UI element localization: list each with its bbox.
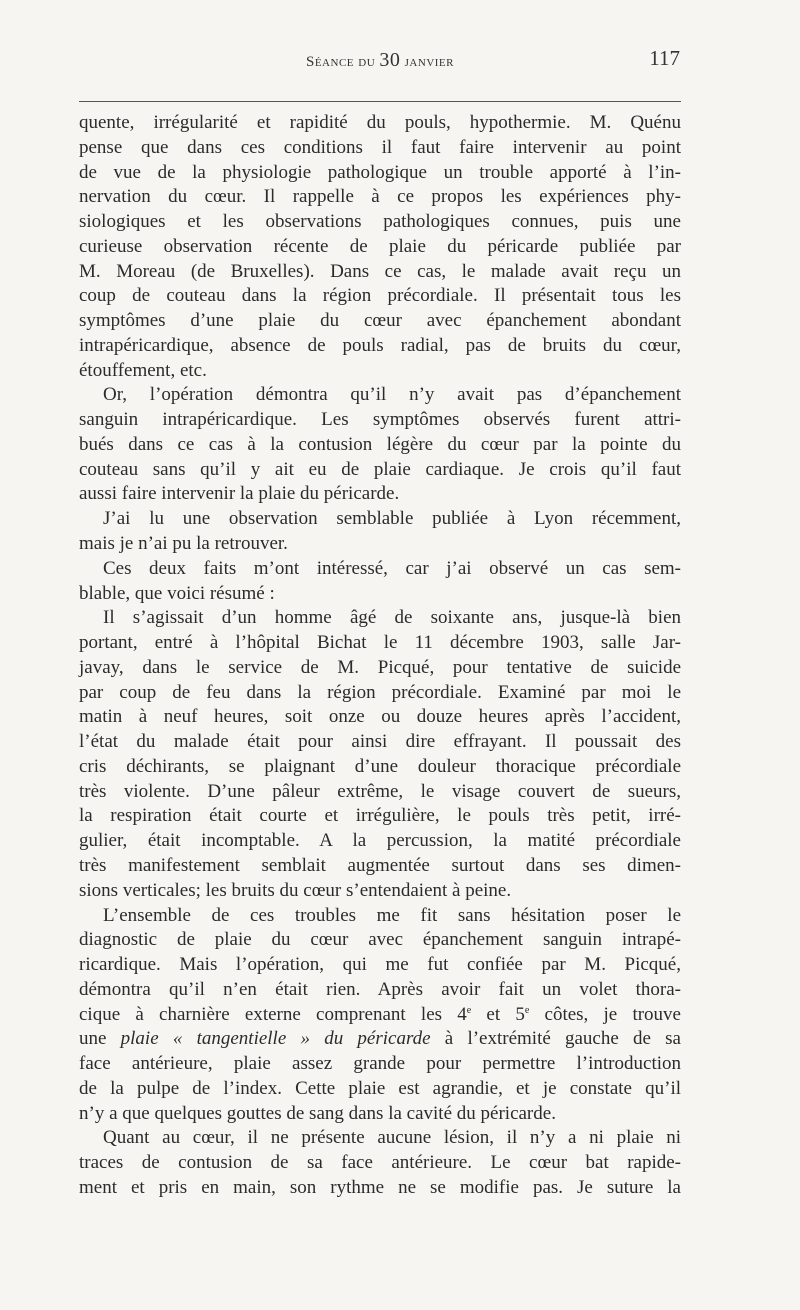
- text-segment: diagnostic de plaie du cœur avec épanchement sanguin intrapé-: [79, 929, 681, 951]
- text-segment: Or, l’opération démontra qu’il n’y avait pas d’épanchement: [103, 384, 681, 406]
- header-title-prefix: Séance du: [306, 54, 380, 70]
- text-line: [79, 705, 681, 730]
- text-segment: cique à charnière externe comprenant les 4: [79, 1003, 467, 1025]
- text-line: [79, 582, 681, 607]
- text-line: [79, 928, 681, 953]
- text-line: [79, 482, 681, 507]
- text-segment: blable, que voici résumé :: [79, 582, 275, 604]
- text-line: [79, 136, 681, 161]
- text-segment: L’ensemble de ces troubles me fit sans hésitation poser le: [103, 904, 681, 926]
- text-line: [79, 681, 681, 706]
- body-text: [79, 111, 681, 1201]
- text-segment: bués dans ce cas à la contusion légère du cœur par la pointe du: [79, 433, 681, 455]
- text-segment: quente, irrégularité et rapidité du pouls, hypothermie. M. Quénu: [79, 112, 681, 133]
- text-segment: démontra qu’il n’en était rien. Après avoir fait un volet thora-: [79, 978, 681, 1000]
- text-segment: Ces deux faits m’ont intéressé, car j’ai observé un cas sem-: [103, 557, 681, 579]
- text-line: [79, 1027, 681, 1052]
- text-segment: par coup de feu dans la région précordiale. Examiné par moi le: [79, 681, 681, 703]
- text-segment: nervation du cœur. Il rappelle à ce propos les expériences phy-: [79, 186, 681, 208]
- text-line: [79, 879, 681, 904]
- text-line: [79, 904, 681, 929]
- text-segment: sanguin intrapéricardique. Les symptômes observés furent attri-: [79, 409, 681, 431]
- text-line: [79, 210, 681, 235]
- text-segment: face antérieure, plaie assez grande pour permettre l’introduction: [79, 1053, 681, 1075]
- text-line: [79, 1003, 681, 1028]
- text-segment: intrapéricardique, absence de pouls radial, pas de bruits du cœur,: [79, 334, 681, 356]
- text-line: [79, 408, 681, 433]
- text-line: [79, 1077, 681, 1102]
- text-segment: côtes, je trouve: [529, 1003, 681, 1025]
- header-title-number: 30: [379, 49, 401, 71]
- text-segment: cris déchirants, se plaignant d’une douleur thoracique précordiale: [79, 755, 681, 777]
- text-segment: de vue de la physiologie pathologique un trouble apporté à l’in-: [79, 161, 681, 183]
- text-segment: coup de couteau dans la région précordiale. Il présentait tous les: [79, 285, 681, 307]
- text-line: [79, 161, 681, 186]
- text-segment: très manifestement semblait augmentée surtout dans ses dimen-: [79, 854, 681, 876]
- text-segment: Quant au cœur, il ne présente aucune lésion, il n’y a ni plaie ni: [103, 1127, 681, 1149]
- text-line: [79, 656, 681, 681]
- text-line: [79, 854, 681, 879]
- text-segment: mais je n’ai pu la retrouver.: [79, 533, 288, 555]
- text-segment: une: [79, 1028, 121, 1050]
- header-rule: [79, 101, 681, 102]
- text-line: [79, 631, 681, 656]
- text-line: [79, 780, 681, 805]
- text-segment: couteau sans qu’il y ait eu de plaie cardiaque. Je crois qu’il faut: [79, 458, 681, 480]
- text-line: [79, 730, 681, 755]
- superscript: e: [466, 1004, 472, 1016]
- text-segment: symptômes d’une plaie du cœur avec épanchement abondant: [79, 310, 681, 332]
- text-segment: n’y a que quelques gouttes de sang dans la cavité du péricarde.: [79, 1102, 556, 1124]
- text-line: [79, 978, 681, 1003]
- text-segment: l’état du malade était pour ainsi dire effrayant. Il poussait des: [79, 731, 681, 753]
- text-segment: sions verticales; les bruits du cœur s’entendaient à peine.: [79, 879, 512, 901]
- text-line: [79, 829, 681, 854]
- text-segment: M. Moreau (de Bruxelles). Dans ce cas, le malade avait reçu un: [79, 260, 681, 282]
- superscript: e: [524, 1004, 530, 1016]
- text-segment: pense que dans ces conditions il faut faire intervenir au point: [79, 136, 681, 158]
- text-segment: à l’extrémité gauche de sa: [430, 1028, 681, 1050]
- text-segment: gulier, était incomptable. A la percussion, la matité précordiale: [79, 830, 681, 852]
- text-line: [79, 755, 681, 780]
- text-segment: très violente. D’une pâleur extrême, le visage couvert de sueurs,: [79, 780, 681, 802]
- text-line: [79, 804, 681, 829]
- text-segment: de la pulpe de l’index. Cette plaie est agrandie, et je constate qu’il: [79, 1077, 681, 1099]
- text-line: [79, 359, 681, 384]
- text-segment: étouffement, etc.: [79, 359, 207, 381]
- text-line: [79, 458, 681, 483]
- text-segment: Il s’agissait d’un homme âgé de soixante ans, jusque-là bien: [103, 607, 681, 629]
- text-line: [79, 334, 681, 359]
- text-line: [79, 111, 681, 136]
- text-segment: et 5: [471, 1003, 525, 1025]
- text-line: [79, 309, 681, 334]
- text-segment: ment et pris en main, son rythme ne se modifie pas. Je suture la: [79, 1176, 681, 1198]
- page-number: 117: [649, 46, 680, 70]
- text-line: [79, 1126, 681, 1151]
- text-segment: matin à neuf heures, soit onze ou douze heures après l’accident,: [79, 706, 681, 728]
- text-line: [79, 507, 681, 532]
- text-segment: J’ai lu une observation semblable publiée à Lyon récemment,: [103, 508, 681, 530]
- header-title-suffix: janvier: [400, 54, 454, 70]
- italic-text: plaie « tangentielle » du péricarde: [120, 1028, 431, 1050]
- text-line: [79, 1102, 681, 1127]
- text-segment: siologiques et les observations pathologiques connues, puis une: [79, 211, 681, 233]
- text-line: [79, 1176, 681, 1201]
- text-segment: aussi faire intervenir la plaie du péricarde.: [79, 483, 400, 505]
- text-line: [79, 557, 681, 582]
- text-line: [79, 235, 681, 260]
- running-header: [0, 49, 760, 72]
- text-line: [79, 1052, 681, 1077]
- text-line: [79, 606, 681, 631]
- text-segment: traces de contusion de sa face antérieure. Le cœur bat rapide-: [79, 1152, 681, 1174]
- text-segment: curieuse observation récente de plaie du péricarde publiée par: [79, 235, 681, 257]
- text-line: [79, 383, 681, 408]
- text-segment: javay, dans le service de M. Picqué, pour tentative de suicide: [79, 656, 681, 678]
- text-line: [79, 1151, 681, 1176]
- text-line: [79, 284, 681, 309]
- text-segment: la respiration était courte et irrégulière, le pouls très petit, irré-: [79, 805, 681, 827]
- text-line: [79, 260, 681, 285]
- text-segment: ricardique. Mais l’opération, qui me fut confiée par M. Picqué,: [79, 954, 681, 976]
- text-line: [79, 532, 681, 557]
- text-line: [79, 953, 681, 978]
- text-segment: portant, entré à l’hôpital Bichat le 11 décembre 1903, salle Jar-: [79, 632, 681, 654]
- text-line: [79, 185, 681, 210]
- text-line: [79, 433, 681, 458]
